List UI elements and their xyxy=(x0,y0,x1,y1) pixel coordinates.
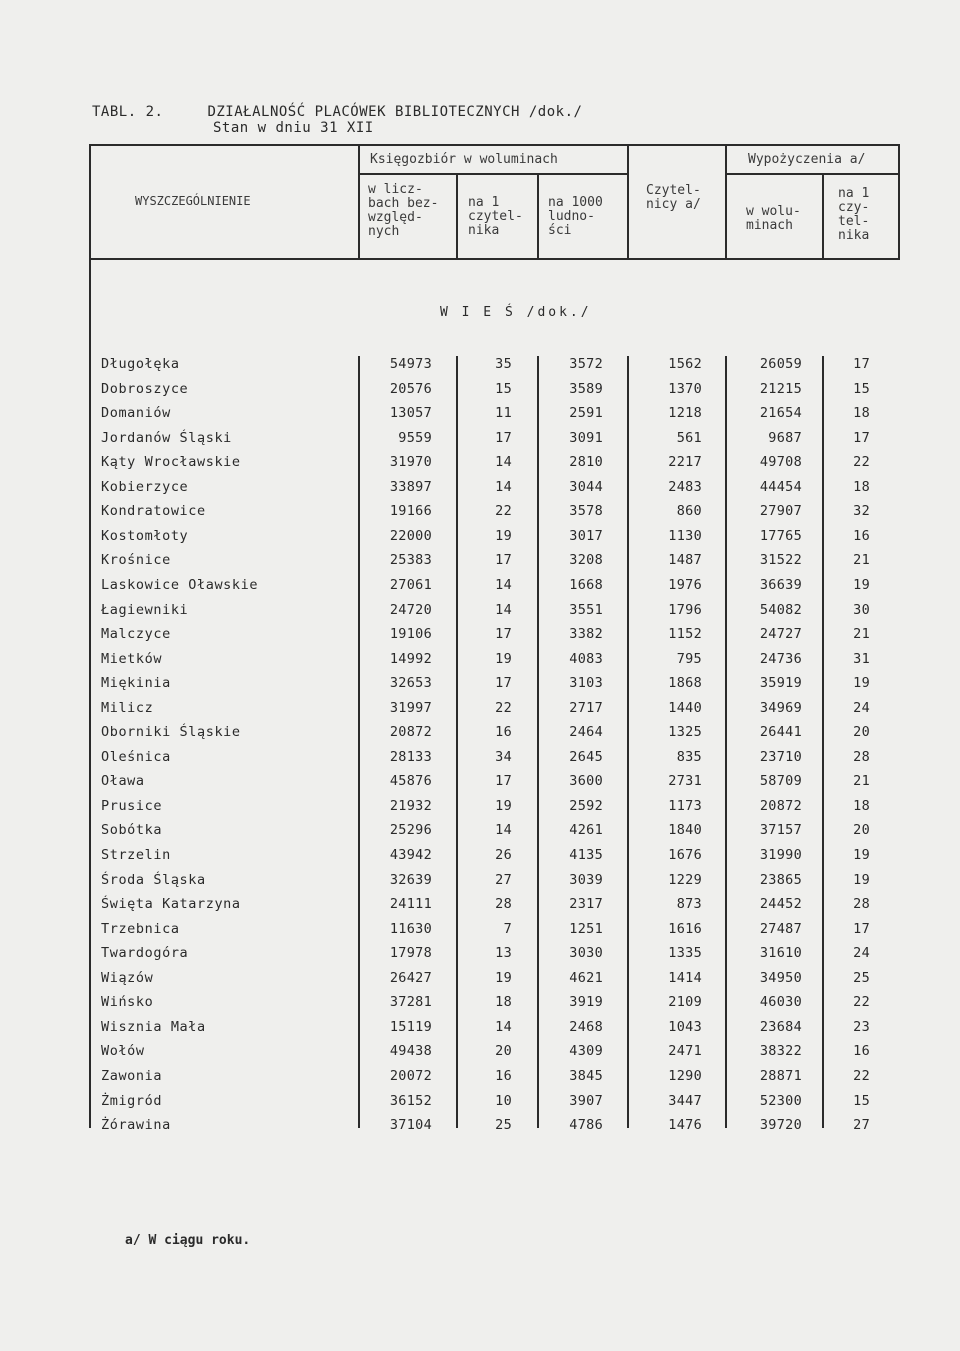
row-value: 16 xyxy=(495,724,512,741)
row-name: Malczyce xyxy=(101,626,171,643)
table-row xyxy=(0,381,960,406)
table-row xyxy=(0,773,960,798)
row-value: 27907 xyxy=(759,503,802,520)
row-value: 16 xyxy=(853,527,870,544)
row-name: Twardogóra xyxy=(101,945,189,962)
table-row xyxy=(0,430,960,455)
row-value: 22 xyxy=(495,699,512,716)
row-value: 21 xyxy=(853,773,870,790)
table-row xyxy=(0,577,960,602)
row-value: 13 xyxy=(495,945,512,962)
row-value: 14 xyxy=(495,454,512,471)
row-value: 23865 xyxy=(759,871,802,888)
row-value: 46030 xyxy=(759,994,802,1011)
row-name: Kąty Wrocławskie xyxy=(101,454,241,471)
row-value: 17765 xyxy=(759,527,802,544)
row-value: 26427 xyxy=(389,969,432,986)
row-value: 52300 xyxy=(759,1092,802,1109)
row-value: 26441 xyxy=(759,724,802,741)
row-value: 22 xyxy=(853,1067,870,1084)
row-value: 19 xyxy=(853,675,870,692)
row-name: Łagiewniki xyxy=(101,601,189,618)
row-value: 3845 xyxy=(569,1067,603,1084)
row-value: 1173 xyxy=(668,797,702,814)
row-value: 21 xyxy=(853,552,870,569)
row-value: 20 xyxy=(853,822,870,839)
row-value: 31522 xyxy=(759,552,802,569)
header-divider-1 xyxy=(358,144,360,260)
row-value: 1290 xyxy=(668,1067,702,1084)
row-value: 15119 xyxy=(389,1018,432,1035)
row-value: 27061 xyxy=(389,576,432,593)
row-value: 2109 xyxy=(668,994,702,1011)
row-name: Zawonia xyxy=(101,1067,163,1084)
row-value: 860 xyxy=(676,503,702,520)
row-value: 10 xyxy=(495,1092,512,1109)
table-row xyxy=(0,626,960,651)
row-value: 3919 xyxy=(569,994,603,1011)
row-value: 1616 xyxy=(668,920,702,937)
row-name: Długołęka xyxy=(101,356,180,372)
table-row xyxy=(0,994,960,1019)
row-value: 1796 xyxy=(668,601,702,618)
row-value: 23684 xyxy=(759,1018,802,1035)
row-value: 34950 xyxy=(759,969,802,986)
footnote: a/ W ciągu roku. xyxy=(125,1233,251,1248)
header-top-border xyxy=(89,144,900,146)
row-value: 3447 xyxy=(668,1092,702,1109)
row-value: 19 xyxy=(495,969,512,986)
row-value: 14 xyxy=(495,822,512,839)
row-value: 3044 xyxy=(569,478,603,495)
row-value: 2731 xyxy=(668,773,702,790)
row-name: Dobroszyce xyxy=(101,380,189,397)
row-value: 39720 xyxy=(759,1117,802,1134)
row-value: 27 xyxy=(853,1117,870,1134)
row-value: 15 xyxy=(853,1092,870,1109)
row-value: 54973 xyxy=(389,356,432,372)
row-value: 4309 xyxy=(569,1043,603,1060)
table-row xyxy=(0,822,960,847)
row-value: 3907 xyxy=(569,1092,603,1109)
row-value: 33897 xyxy=(389,478,432,495)
row-value: 3578 xyxy=(569,503,603,520)
row-value: 21215 xyxy=(759,380,802,397)
row-value: 2717 xyxy=(569,699,603,716)
row-value: 30 xyxy=(853,601,870,618)
row-value: 3017 xyxy=(569,527,603,544)
row-value: 18 xyxy=(853,478,870,495)
table-row xyxy=(0,479,960,504)
row-value: 3030 xyxy=(569,945,603,962)
row-value: 34 xyxy=(495,748,512,765)
row-name: Kobierzyce xyxy=(101,478,189,495)
row-value: 23710 xyxy=(759,748,802,765)
row-value: 22 xyxy=(853,454,870,471)
row-value: 873 xyxy=(676,896,702,913)
row-value: 35 xyxy=(495,356,512,372)
row-value: 1251 xyxy=(569,920,603,937)
table-row xyxy=(0,1019,960,1044)
row-value: 24720 xyxy=(389,601,432,618)
row-value: 19 xyxy=(495,797,512,814)
row-value: 3039 xyxy=(569,871,603,888)
row-value: 34969 xyxy=(759,699,802,716)
row-value: 2471 xyxy=(668,1043,702,1060)
row-value: 4786 xyxy=(569,1117,603,1134)
row-name: Strzelin xyxy=(101,847,171,863)
row-value: 7 xyxy=(503,920,512,937)
row-value: 16 xyxy=(853,1043,870,1060)
row-value: 2464 xyxy=(569,724,603,741)
row-value: 17 xyxy=(853,429,870,446)
row-value: 13057 xyxy=(389,405,432,422)
table-row xyxy=(0,749,960,774)
row-value: 1229 xyxy=(668,871,702,888)
row-value: 15 xyxy=(853,380,870,397)
row-value: 3382 xyxy=(569,626,603,643)
row-name: Oleśnica xyxy=(101,748,171,765)
table-label: TABL. 2. xyxy=(92,104,164,120)
table-row xyxy=(0,405,960,430)
row-value: 11 xyxy=(495,405,512,422)
row-value: 1043 xyxy=(668,1018,702,1035)
row-value: 19166 xyxy=(389,503,432,520)
table-row xyxy=(0,1043,960,1068)
row-value: 49438 xyxy=(389,1043,432,1060)
row-name: Kondratowice xyxy=(101,503,206,520)
header-right-border xyxy=(898,144,900,260)
row-value: 18 xyxy=(853,405,870,422)
row-value: 17 xyxy=(495,626,512,643)
row-value: 18 xyxy=(495,994,512,1011)
row-value: 45876 xyxy=(389,773,432,790)
row-value: 17 xyxy=(495,773,512,790)
row-value: 32653 xyxy=(389,675,432,692)
row-value: 17 xyxy=(495,675,512,692)
row-value: 19 xyxy=(853,847,870,863)
row-value: 14 xyxy=(495,601,512,618)
row-value: 1676 xyxy=(668,847,702,863)
row-value: 19 xyxy=(495,527,512,544)
row-value: 3600 xyxy=(569,773,603,790)
row-value: 16 xyxy=(495,1067,512,1084)
row-value: 2810 xyxy=(569,454,603,471)
row-value: 3103 xyxy=(569,675,603,692)
table-row xyxy=(0,798,960,823)
table-row xyxy=(0,724,960,749)
row-value: 38322 xyxy=(759,1043,802,1060)
row-value: 1976 xyxy=(668,576,702,593)
row-value: 4621 xyxy=(569,969,603,986)
row-value: 21932 xyxy=(389,797,432,814)
table-row xyxy=(0,675,960,700)
row-value: 24727 xyxy=(759,626,802,643)
row-value: 27 xyxy=(495,871,512,888)
row-value: 14 xyxy=(495,576,512,593)
table-row xyxy=(0,503,960,528)
row-value: 25296 xyxy=(389,822,432,839)
row-value: 2217 xyxy=(668,454,702,471)
header-bottom-border xyxy=(89,258,900,260)
row-value: 17 xyxy=(853,356,870,372)
row-value: 3091 xyxy=(569,429,603,446)
wypozyczenia-underline xyxy=(726,173,900,175)
row-value: 2645 xyxy=(569,748,603,765)
ksiegozbior-underline xyxy=(360,173,628,175)
table-row xyxy=(0,1117,960,1142)
row-value: 1668 xyxy=(569,576,603,593)
row-value: 3551 xyxy=(569,601,603,618)
row-value: 4135 xyxy=(569,847,603,863)
row-value: 3589 xyxy=(569,380,603,397)
row-value: 37281 xyxy=(389,994,432,1011)
row-value: 49708 xyxy=(759,454,802,471)
row-name: Krośnice xyxy=(101,552,171,569)
row-value: 31970 xyxy=(389,454,432,471)
row-value: 11630 xyxy=(389,920,432,937)
row-value: 20872 xyxy=(389,724,432,741)
row-value: 26059 xyxy=(759,356,802,372)
row-value: 1868 xyxy=(668,675,702,692)
row-value: 17 xyxy=(495,429,512,446)
header-divider-3 xyxy=(537,174,539,260)
row-name: Oława xyxy=(101,773,145,790)
row-value: 24111 xyxy=(389,896,432,913)
row-value: 21 xyxy=(853,626,870,643)
table-row xyxy=(0,872,960,897)
row-name: Trzebnica xyxy=(101,920,180,937)
row-value: 795 xyxy=(676,650,702,667)
row-value: 32639 xyxy=(389,871,432,888)
row-name: Mietków xyxy=(101,650,163,667)
row-value: 19 xyxy=(853,576,870,593)
row-value: 14 xyxy=(495,478,512,495)
col-spec-header: WYSZCZEGÓLNIENIE xyxy=(135,194,251,208)
col-bezwzgl-header: w licz- bach bez- względ- nych xyxy=(368,182,439,239)
table-row xyxy=(0,1068,960,1093)
row-value: 26 xyxy=(495,847,512,863)
table-row xyxy=(0,602,960,627)
table-row xyxy=(0,454,960,479)
row-value: 31990 xyxy=(759,847,802,863)
row-name: Wisznia Mała xyxy=(101,1018,206,1035)
row-value: 25 xyxy=(495,1117,512,1134)
row-value: 28 xyxy=(495,896,512,913)
row-value: 1152 xyxy=(668,626,702,643)
row-value: 37157 xyxy=(759,822,802,839)
table-row xyxy=(0,945,960,970)
row-value: 14 xyxy=(495,1018,512,1035)
row-name: Wiązów xyxy=(101,969,154,986)
row-name: Wińsko xyxy=(101,994,154,1011)
row-value: 1325 xyxy=(668,724,702,741)
row-value: 23 xyxy=(853,1018,870,1035)
row-value: 1487 xyxy=(668,552,702,569)
row-value: 58709 xyxy=(759,773,802,790)
row-value: 21654 xyxy=(759,405,802,422)
row-value: 24 xyxy=(853,945,870,962)
row-name: Kostomłoty xyxy=(101,527,189,544)
row-value: 27487 xyxy=(759,920,802,937)
section-label: W I E Ś /dok./ xyxy=(440,305,592,320)
row-value: 2468 xyxy=(569,1018,603,1035)
row-name: Sobótka xyxy=(101,822,163,839)
row-value: 37104 xyxy=(389,1117,432,1134)
table-subtitle: Stan w dniu 31 XII xyxy=(213,120,374,136)
table-row xyxy=(0,651,960,676)
row-value: 24736 xyxy=(759,650,802,667)
row-value: 31 xyxy=(853,650,870,667)
row-value: 9559 xyxy=(398,429,432,446)
row-value: 835 xyxy=(676,748,702,765)
row-value: 1218 xyxy=(668,405,702,422)
row-name: Jordanów Śląski xyxy=(101,429,232,446)
row-name: Święta Katarzyna xyxy=(101,896,241,913)
row-value: 28871 xyxy=(759,1067,802,1084)
header-divider-4 xyxy=(627,144,629,260)
row-value: 35919 xyxy=(759,675,802,692)
col-wypozyczenia-header: Wypożyczenia a/ xyxy=(748,152,866,167)
title-text: DZIAŁALNOŚĆ PLACÓWEK BIBLIOTECZNYCH /dok./ xyxy=(207,104,583,120)
row-value: 3572 xyxy=(569,356,603,372)
row-name: Laskowice Oławskie xyxy=(101,576,259,593)
row-value: 22 xyxy=(495,503,512,520)
row-value: 17978 xyxy=(389,945,432,962)
row-value: 1335 xyxy=(668,945,702,962)
row-value: 36639 xyxy=(759,576,802,593)
table-title xyxy=(92,104,582,120)
table-row xyxy=(0,356,960,381)
row-value: 22 xyxy=(853,994,870,1011)
row-value: 44454 xyxy=(759,478,802,495)
row-name: Milicz xyxy=(101,699,154,716)
row-name: Domaniów xyxy=(101,405,171,422)
row-value: 1840 xyxy=(668,822,702,839)
row-value: 20 xyxy=(495,1043,512,1060)
row-value: 2317 xyxy=(569,896,603,913)
table-row xyxy=(0,1093,960,1118)
row-value: 19106 xyxy=(389,626,432,643)
row-value: 4261 xyxy=(569,822,603,839)
col-ksiegozbior-header: Księgozbiór w woluminach xyxy=(370,152,558,167)
row-name: Miękinia xyxy=(101,675,171,692)
row-value: 17 xyxy=(495,552,512,569)
row-value: 19 xyxy=(495,650,512,667)
col-czytelnicy-header: Czytel- nicy a/ xyxy=(646,183,701,212)
table-row xyxy=(0,700,960,725)
row-value: 2483 xyxy=(668,478,702,495)
row-value: 32 xyxy=(853,503,870,520)
row-value: 31610 xyxy=(759,945,802,962)
header-divider-2 xyxy=(456,174,458,260)
row-value: 561 xyxy=(676,429,702,446)
row-value: 2591 xyxy=(569,405,603,422)
table-row xyxy=(0,896,960,921)
row-value: 2592 xyxy=(569,797,603,814)
table-row xyxy=(0,528,960,553)
col-wolum-header: w wolu- minach xyxy=(746,204,801,233)
row-name: Żórawina xyxy=(101,1117,171,1134)
row-value: 25 xyxy=(853,969,870,986)
row-value: 14992 xyxy=(389,650,432,667)
header-divider-6 xyxy=(822,174,824,260)
row-value: 4083 xyxy=(569,650,603,667)
row-value: 1414 xyxy=(668,969,702,986)
row-name: Wołów xyxy=(101,1043,145,1060)
row-value: 28 xyxy=(853,748,870,765)
row-value: 24 xyxy=(853,699,870,716)
row-value: 1476 xyxy=(668,1117,702,1134)
table-row xyxy=(0,847,960,872)
row-value: 28133 xyxy=(389,748,432,765)
row-value: 15 xyxy=(495,380,512,397)
header-left-border xyxy=(89,144,91,260)
row-value: 17 xyxy=(853,920,870,937)
col-na1czyt2-header: na 1 czy- tel- nika xyxy=(838,186,870,243)
row-value: 22000 xyxy=(389,527,432,544)
row-value: 28 xyxy=(853,896,870,913)
row-value: 31997 xyxy=(389,699,432,716)
row-value: 20072 xyxy=(389,1067,432,1084)
row-value: 3208 xyxy=(569,552,603,569)
row-value: 9687 xyxy=(768,429,802,446)
row-value: 18 xyxy=(853,797,870,814)
row-value: 54082 xyxy=(759,601,802,618)
row-value: 1440 xyxy=(668,699,702,716)
row-value: 20872 xyxy=(759,797,802,814)
row-name: Żmigród xyxy=(101,1092,163,1109)
row-value: 1130 xyxy=(668,527,702,544)
row-name: Środa Śląska xyxy=(101,871,206,888)
col-na1czyt-header: na 1 czytel- nika xyxy=(468,195,523,238)
col-na1000-header: na 1000 ludno- ści xyxy=(548,195,603,238)
table-row xyxy=(0,921,960,946)
header-divider-5 xyxy=(725,144,727,260)
row-value: 19 xyxy=(853,871,870,888)
row-value: 1370 xyxy=(668,380,702,397)
row-value: 36152 xyxy=(389,1092,432,1109)
table-row xyxy=(0,970,960,995)
row-name: Oborniki Śląskie xyxy=(101,724,241,741)
row-value: 20 xyxy=(853,724,870,741)
row-value: 24452 xyxy=(759,896,802,913)
row-value: 20576 xyxy=(389,380,432,397)
row-value: 43942 xyxy=(389,847,432,863)
row-name: Prusice xyxy=(101,797,163,814)
row-value: 1562 xyxy=(668,356,702,372)
table-row xyxy=(0,552,960,577)
row-value: 25383 xyxy=(389,552,432,569)
